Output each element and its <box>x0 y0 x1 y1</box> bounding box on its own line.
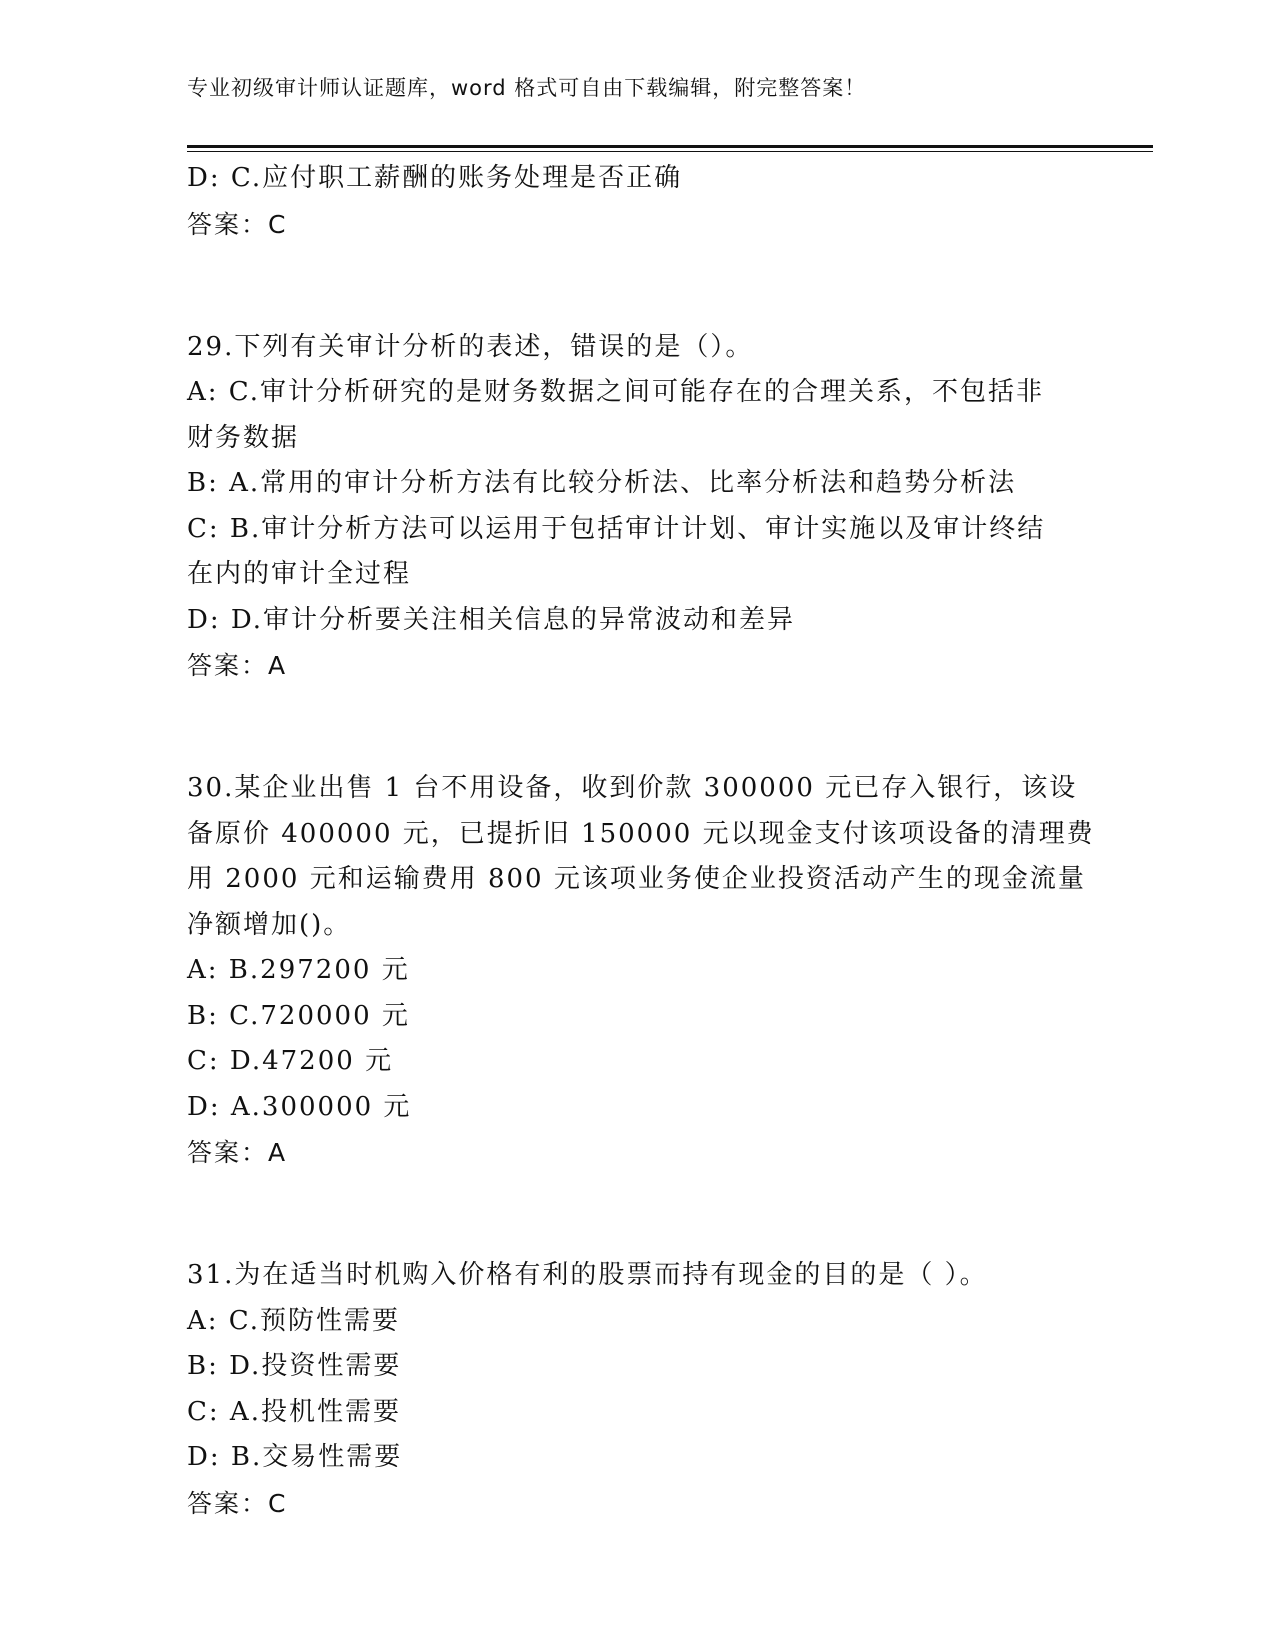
option-line: 财务数据 <box>187 422 300 453</box>
question-content <box>187 156 1095 1526</box>
option-line: C: A.投机性需要 <box>187 1396 401 1427</box>
answer-line: 答案：A <box>187 1138 288 1167</box>
question-line: 备原价 400000 元，已提折旧 150000 元以现金支付该项设备的清理费 <box>187 818 1095 849</box>
option-line: D: C.应付职工薪酬的账务处理是否正确 <box>187 163 683 193</box>
option-line: C: B.审计分析方法可以运用于包括审计计划、审计实施以及审计终结 <box>187 513 1046 544</box>
question-line: 用 2000 元和运输费用 800 元该项业务使企业投资活动产生的现金流量 <box>187 864 1086 894</box>
blank-line <box>187 705 1087 751</box>
question-line: 29.下列有关审计分析的表述，错误的是（）。 <box>187 331 754 362</box>
option-line: A: C.审计分析研究的是财务数据之间可能存在的合理关系，不包括非 <box>187 377 1045 407</box>
option-line: D: B.交易性需要 <box>187 1442 403 1472</box>
option-line: A: C.预防性需要 <box>187 1305 401 1336</box>
option-line: D: D.审计分析要关注相关信息的异常波动和差异 <box>187 604 796 635</box>
header-rule-thin <box>187 151 1153 152</box>
option-line: A: B.297200 元 <box>187 955 410 985</box>
question-line: 净额增加()。 <box>187 909 352 940</box>
option-line: C: D.47200 元 <box>187 1046 394 1076</box>
question-line: 31.为在适当时机购入价格有利的股票而持有现金的目的是（ ）。 <box>187 1260 988 1290</box>
answer-line: 答案：C <box>187 1488 288 1518</box>
question-line: 30.某企业出售 1 台不用设备，收到价款 300000 元已存入银行，该设 <box>187 773 1078 803</box>
page-header: 专业初级审计师认证题库，word 格式可自由下载编辑，附完整答案！ <box>187 76 867 100</box>
blank-line <box>187 1192 1087 1238</box>
option-line: 在内的审计全过程 <box>187 559 412 589</box>
answer-line: 答案：A <box>187 651 288 680</box>
option-line: B: D.投资性需要 <box>187 1351 402 1381</box>
blank-line <box>187 263 1087 309</box>
option-line: D: A.300000 元 <box>187 1091 412 1122</box>
option-line: B: C.720000 元 <box>187 1000 410 1031</box>
header-rule-thick <box>187 145 1153 148</box>
answer-line: 答案：C <box>187 209 288 239</box>
option-line: B: A.常用的审计分析方法有比较分析法、比率分析法和趋势分析法 <box>187 468 1017 498</box>
